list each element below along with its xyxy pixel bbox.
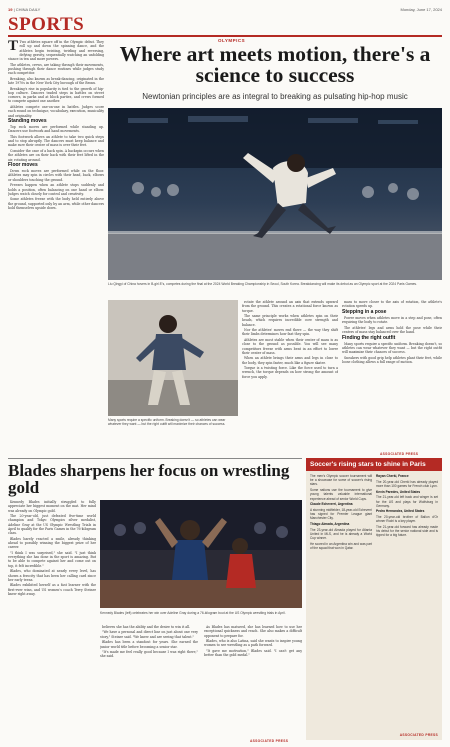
sidebar-title: Soccer's rising stars to shine in Paris xyxy=(306,458,442,471)
wrestling-photo xyxy=(100,500,302,608)
subhead-standing-moves: Standing moves xyxy=(8,118,47,125)
sidebar-byline: ASSOCIATED PRESS xyxy=(399,733,438,737)
lower-rule xyxy=(8,458,302,459)
main-photo-caption: Liu Qingyi of China hovers in B-girl 8"s, competes during the final at the 2024 World Breaking Championship in Seoul, South Korea. Breakdancing will make its debut as an Olympic sport at the 2024 Paris Games. xyxy=(108,282,417,286)
subhead-floor-moves: Floor moves xyxy=(8,162,38,169)
section-rule xyxy=(8,35,442,37)
sidebar-column-2: Rayan Cherki, France The 20-year-old Cherki has already played more than 100 games for French club Lyon. Kevin Paredes, United States The 21-year-old left back and winger is set for the US and plays for Wolfsburg in Germany. Pedro Hernandez, United States The 20-year-old brother of Ballon d'Or winner Rodri is a key player. The 21-year-old forward has already made his debut for the senior national side and is tipped for a big future. xyxy=(376,474,438,538)
breaking-byline: ASSOCIATED PRESS xyxy=(380,452,419,456)
article-column-1: T Two athletes square off in the Olympic debut. They roll up and down the spinning dance, and the athletes begin twisting, twirling and reversing, defying gravity, sequentially watching an unfolding stance in ten and more powers. The athletes, crews, are taking through their movements, pushing through their dance routines while judges study each competitor. Breaking, also known as break-dancing, originated in the late 1970s in the New York City borough of the Bronx. Breaking's rise in popularity is tied to the growth of hip-hop culture. Dancers traded steps in battles on street corners, in parks and at block parties, and crews formed to compete against one another. Athletes compete one-on-one in battles. Judges score each round on technique, vocabulary, execution, musicality and originality. Standing moves Top rock moves are performed while standing up. Dancers use footwork and hand movements. This footwork allows an athlete to take two quick steps and to stop abruptly. The dancers must keep balance and make sure their center of mass is over their feet. Consider the case of a back spin. A backspin occurs when the athletes are on their back with their feet lifted in the air, rotating around. Floor moves Down rock moves are performed while on the floor. Athletes may spin in circles with their head, back, elbows or shoulders touching the ground. Freezes happen when an athlete stops suddenly and holds a position, often balancing on one hand or elbow. Judges watch closely for control and creativity. Some athletes freeze with the body held entirely above the ground, supported only by an arm, while other dancers hold themselves upside down. xyxy=(8,40,104,210)
article-column-2: rotate the athlete around an axis that extends upward from the ground. This creates a rotational force known as torque. The same principle works when athletes spin on their heads, which requires incredible core strength and balance. Nor the athletes' moves end there — the way they shift their limbs determines how fast they spin. Athletes are most stable when their center of mass is as close to the ground as possible. You will see many competitors freeze with arms bent in an effort to lower their center of mass. When an athlete brings their arms and legs in close to the body, they spin faster, much like a figure skater. Torque is a twisting force. Like the force used to turn a wrench, the torque depends on how strong the amount of force you apply. xyxy=(242,300,338,379)
masthead: 19 | CHINA DAILY Monday, June 17, 2024 xyxy=(8,7,442,12)
page-number: 19 xyxy=(8,7,13,12)
issue-date: Monday, June 17, 2024 xyxy=(400,7,442,12)
wrestling-column-3: As Blades has matured, she has learned how to use her exceptional quickness and reach. She also makes a difficult opponent to prepare for. Blades, who is also Latina, said she wants to inspire young women to see wrestling as a path forward. "It gave me motivation," Blades said. "I can't get any better than the gold medal." xyxy=(204,625,302,658)
outfit-illustration xyxy=(108,300,238,416)
wrestling-caption: Kennedy Blades (left) celebrates her win over Adeline Gray during a 76-kilogram bout at the US Olympic wrestling trials in April. xyxy=(100,611,286,615)
sidebar-column-1: The men's Olympic soccer tournament will be a showcase for some of soccer's rising stars. Some nations use the tournament to give young talents valuable international experience ahead of senior World Cups. Claude Echeverri, Argentina A stunning midfielder, 18-year-old Echeverri has signed for Premier League giant Manchester City. Thiago Almada, Argentina The 23-year-old Almada played for Atlanta United in MLS, and he is already a World Cup winner. He scored in an Argentina win and was part of the squad that won in Qatar. xyxy=(310,474,372,551)
outfit-photo-caption: Many sports require a specific uniform. Breaking doesn't — so athletes can wear whatever they want — but the right outfit will maximize their chances of success. xyxy=(108,418,226,427)
outfit-photo xyxy=(108,300,238,416)
logo: CHINA DAILY xyxy=(15,7,41,12)
subhead-outfit: Finding the right outfit xyxy=(342,334,396,341)
wrestling-illustration xyxy=(100,500,302,608)
kicker: OLYMPICS xyxy=(218,38,246,43)
wrestling-column-1: Kennedy Blades initially struggled to fully appreciate her biggest moment on the mat. Her mind was already on Olympic gold. The 20-year-old, just defeated five-time world champion and Tokyo Olympics silver medalist, Adeline Gray at the US Olympic Wrestling Trials in April to qualify for the Paris Games in the 76-kilogram class. Blades barely reacted a smile, already thinking ahead to possibly winning the biggest prize of her career. "I think I was surprised," she said. "I just think everything she has done in the sport is amazing. But to be able to compete against her and come out on top, it felt incredible." Blades, who dominated at nearly every level, has shown a ferocity that has been her calling card since her early teens. Blades exhibited herself as a fast learner with the first-ever wins, and US women's coach Terry Steiner knew right away. xyxy=(8,500,96,596)
article-column-3: mass to move closer to the axis of rotation, the athlete's rotation speeds up. Stepping in a pose Power moves when athletes move in a step and pose, often requiring the body to rotate. The athletes' legs and arms hold the pose while their centers of mass stay balanced over the hand. Finding the right outfit Many sports require a specific uniform. Breaking doesn't, so athletes can wear whatever they want — but the right outfit will maximize their chances of success. Sneakers with good grip help athletes plant their feet, while loose clothing allows a full range of motion. xyxy=(342,300,442,364)
subhead-stepping: Stepping in a pose xyxy=(342,309,387,316)
deck: Newtonian principles are as integral to breaking as pulsating hip-hop music xyxy=(142,92,408,101)
wrestling-headline: Blades sharpens her focus on wrestling gold xyxy=(8,461,290,497)
headline: Where art meets motion, there's a science to success xyxy=(119,42,431,87)
breakdancer-illustration xyxy=(108,108,442,280)
wrestling-column-2: believes she has the ability and the desire to win it all. "We have a personal and direct line on just about one very story," Steiner said. "We knew and are seeing that talent." Blades has been a standout for years. She earned the junior world title before becoming a senior star. "It's made me feel really good because I was right there," she said. xyxy=(100,625,198,659)
soccer-sidebar xyxy=(306,458,442,740)
section-title: SPORTS xyxy=(8,14,85,35)
wrestling-byline: ASSOCIATED PRESS xyxy=(250,739,289,743)
breakdancer-photo xyxy=(108,108,442,280)
